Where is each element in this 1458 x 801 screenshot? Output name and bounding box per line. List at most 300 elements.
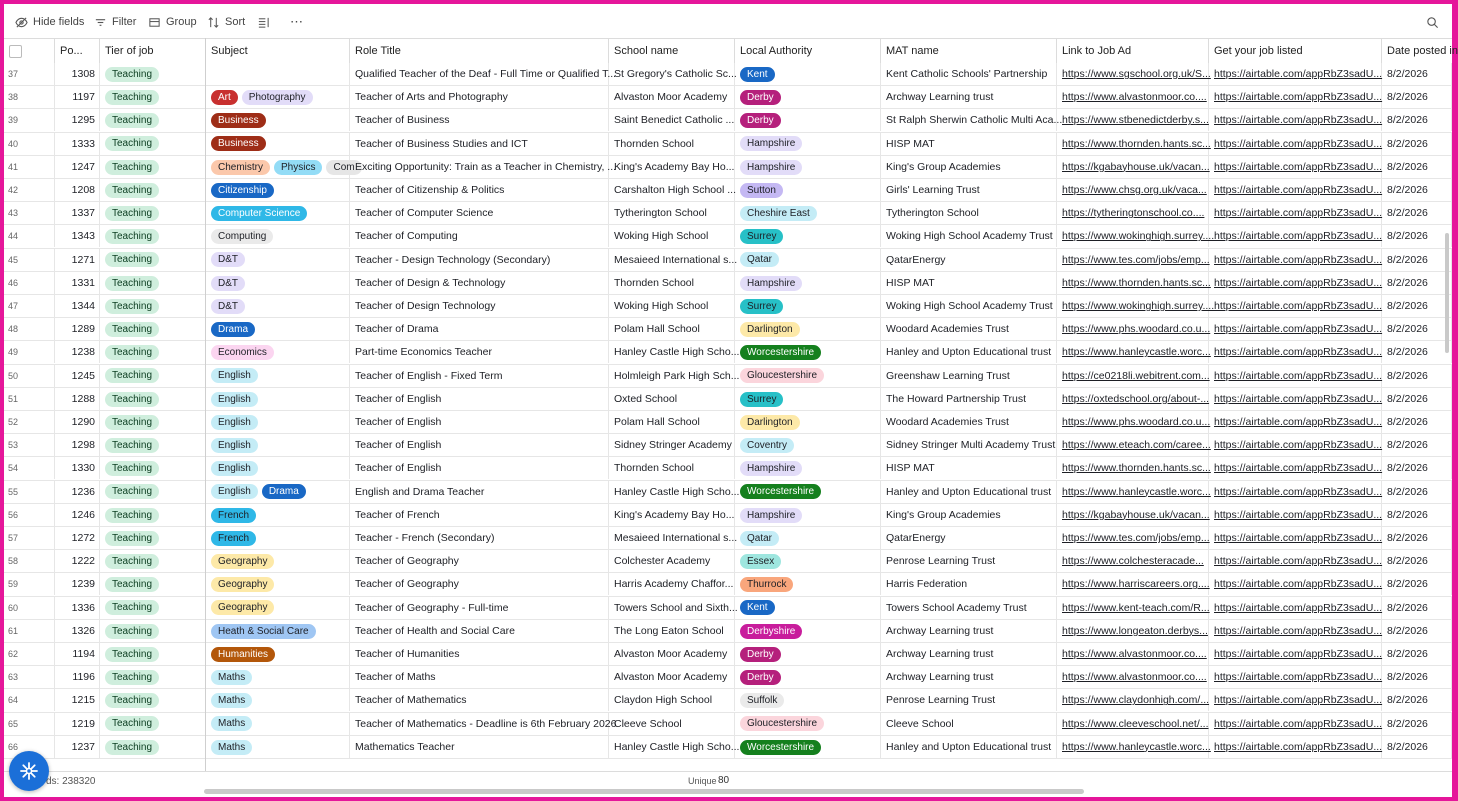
role-title-cell: Qualified Teacher of the Deaf - Full Time or Qualified T...: [350, 63, 609, 85]
local-authority-cell: [735, 620, 881, 642]
tag-chip: Business: [211, 136, 266, 151]
local-authority-cell: [735, 689, 881, 711]
job-ad-link-cell[interactable]: https://www.alvastonmoor.co....: [1057, 86, 1209, 108]
position-cell: 1290: [55, 411, 100, 433]
tier-cell: [100, 295, 206, 317]
job-listed-link-cell[interactable]: https://airtable.com/appRbZ3sadU...: [1209, 736, 1382, 758]
subject-cell: [206, 736, 350, 758]
local-authority-cell: [735, 713, 881, 735]
school-name-cell: Sidney Stringer Academy: [609, 434, 735, 456]
school-name-cell: Oxted School: [609, 388, 735, 410]
tag-chip: Cheshire East: [740, 206, 817, 221]
job-ad-link-cell[interactable]: https://www.harriscareers.org....: [1057, 573, 1209, 595]
row-number: 37: [4, 63, 55, 85]
snowflake-icon: [19, 761, 39, 781]
role-title-cell: Part-time Economics Teacher: [350, 341, 609, 363]
subject-cell: [206, 597, 350, 619]
job-listed-link-cell[interactable]: https://airtable.com/appRbZ3sadU...: [1209, 63, 1382, 85]
local-authority-cell: [735, 318, 881, 340]
header-date-posted[interactable]: Date posted in: [1387, 45, 1458, 57]
tag-chip: Computer Science: [211, 206, 307, 221]
tag-chip: Chemistry: [211, 160, 270, 175]
table-row[interactable]: [4, 109, 1452, 132]
job-ad-link-cell[interactable]: https://www.hanleycastle.worc...: [1057, 341, 1209, 363]
mat-name-cell: Woodard Academies Trust: [881, 411, 1057, 433]
local-authority-cell: [735, 388, 881, 410]
job-listed-link-cell[interactable]: https://airtable.com/appRbZ3sadU...: [1209, 620, 1382, 642]
row-number: 51: [4, 388, 55, 410]
local-authority-cell: [735, 573, 881, 595]
date-posted-cell: 8/2/2026: [1382, 249, 1452, 271]
mat-name-cell: Penrose Learning Trust: [881, 550, 1057, 572]
subject-cell: [206, 202, 350, 224]
tag-chip: Teaching: [105, 624, 159, 639]
local-authority-cell: [735, 156, 881, 178]
filter-icon: [94, 16, 107, 29]
job-listed-link-cell[interactable]: https://airtable.com/appRbZ3sadU...: [1209, 550, 1382, 572]
select-all-checkbox[interactable]: [9, 45, 22, 58]
job-listed-link-cell[interactable]: https://airtable.com/appRbZ3sadU...: [1209, 179, 1382, 201]
row-number: 58: [4, 550, 55, 572]
school-name-cell: Hanley Castle High Scho...: [609, 736, 735, 758]
date-posted-cell: 8/2/2026: [1382, 63, 1452, 85]
subject-cell: [206, 63, 350, 85]
row-number: 43: [4, 202, 55, 224]
tag-chip: Hampshire: [740, 461, 802, 476]
job-listed-link-cell[interactable]: https://airtable.com/appRbZ3sadU...: [1209, 457, 1382, 479]
table-row[interactable]: [4, 63, 1452, 86]
tag-chip: Teaching: [105, 136, 159, 151]
mat-name-cell: Cleeve School: [881, 713, 1057, 735]
tier-cell: [100, 318, 206, 340]
job-listed-link-cell[interactable]: https://airtable.com/appRbZ3sadU...: [1209, 225, 1382, 247]
job-ad-link-cell[interactable]: https://www.wokinghigh.surrey....: [1057, 225, 1209, 247]
job-listed-link-cell[interactable]: https://airtable.com/appRbZ3sadU...: [1209, 527, 1382, 549]
tag-chip: Teaching: [105, 461, 159, 476]
header-position[interactable]: Po...: [55, 39, 100, 63]
horizontal-scrollbar[interactable]: [204, 789, 1084, 794]
tier-cell: [100, 133, 206, 155]
role-title-cell: Teacher of Business: [350, 109, 609, 131]
frozen-column-divider: [205, 38, 206, 771]
tag-chip: Worcestershire: [740, 484, 821, 499]
vertical-scrollbar[interactable]: [1445, 233, 1449, 353]
role-title-cell: Teacher of Geography: [350, 573, 609, 595]
subject-cell: [206, 86, 350, 108]
position-cell: 1337: [55, 202, 100, 224]
school-name-cell: Alvaston Moor Academy: [609, 86, 735, 108]
school-name-cell: Carshalton High School ...: [609, 179, 735, 201]
tag-chip: Sutton: [740, 183, 783, 198]
job-ad-link-cell[interactable]: https://oxtedschool.org/about-...: [1057, 388, 1209, 410]
table-row[interactable]: [4, 341, 1452, 364]
tag-chip: Maths: [211, 716, 252, 731]
tag-chip: Teaching: [105, 183, 159, 198]
tier-cell: [100, 434, 206, 456]
mat-name-cell: Hanley and Upton Educational trust: [881, 481, 1057, 503]
row-number: 52: [4, 411, 55, 433]
tag-chip: Teaching: [105, 740, 159, 755]
subject-cell: [206, 666, 350, 688]
position-cell: 1272: [55, 527, 100, 549]
job-listed-link-cell[interactable]: https://airtable.com/appRbZ3sadU...: [1209, 272, 1382, 294]
job-ad-link-cell[interactable]: https://www.alvastonmoor.co....: [1057, 643, 1209, 665]
tag-chip: Derby: [740, 90, 781, 105]
group-icon: [148, 16, 161, 29]
table-row[interactable]: [4, 318, 1452, 341]
tier-cell: [100, 457, 206, 479]
table-row[interactable]: [4, 295, 1452, 318]
hide-fields-button[interactable]: [15, 14, 84, 30]
job-ad-link-cell[interactable]: https://www.thornden.hants.sc...: [1057, 133, 1209, 155]
job-ad-link-cell[interactable]: https://www.thornden.hants.sc...: [1057, 457, 1209, 479]
local-authority-cell: [735, 179, 881, 201]
airtable-app: [4, 4, 1458, 797]
mat-name-cell: Woking High School Academy Trust: [881, 225, 1057, 247]
row-number: 49: [4, 341, 55, 363]
date-posted-cell: 8/2/2026: [1382, 133, 1452, 155]
job-listed-link-cell[interactable]: https://airtable.com/appRbZ3sadU...: [1209, 597, 1382, 619]
sort-button[interactable]: [207, 14, 245, 30]
position-cell: 1196: [55, 666, 100, 688]
local-authority-cell: [735, 643, 881, 665]
date-posted-cell: 8/2/2026: [1382, 713, 1452, 735]
row-number: 56: [4, 504, 55, 526]
tier-cell: [100, 202, 206, 224]
subject-cell: [206, 434, 350, 456]
subject-cell: [206, 318, 350, 340]
job-listed-link-cell[interactable]: https://airtable.com/appRbZ3sadU...: [1209, 504, 1382, 526]
position-cell: 1344: [55, 295, 100, 317]
job-listed-link-cell[interactable]: https://airtable.com/appRbZ3sadU...: [1209, 573, 1382, 595]
school-name-cell: Tytherington School: [609, 202, 735, 224]
job-listed-link-cell[interactable]: https://airtable.com/appRbZ3sadU...: [1209, 202, 1382, 224]
local-authority-cell: [735, 736, 881, 758]
row-number: 41: [4, 156, 55, 178]
tag-chip: Humanities: [211, 647, 275, 662]
tag-chip: Teaching: [105, 670, 159, 685]
table-row[interactable]: [4, 179, 1452, 202]
table-row[interactable]: [4, 434, 1452, 457]
table-row[interactable]: [4, 481, 1452, 504]
school-name-cell: Towers School and Sixth...: [609, 597, 735, 619]
table-row[interactable]: [4, 666, 1452, 689]
date-posted-cell: 8/2/2026: [1382, 620, 1452, 642]
tag-chip: Teaching: [105, 508, 159, 523]
table-row[interactable]: [4, 689, 1452, 712]
subject-cell: [206, 365, 350, 387]
subject-cell: [206, 225, 350, 247]
tag-chip: Economics: [211, 345, 274, 360]
tier-cell: [100, 249, 206, 271]
job-listed-link-cell[interactable]: https://airtable.com/appRbZ3sadU...: [1209, 156, 1382, 178]
table-row[interactable]: [4, 527, 1452, 550]
school-name-cell: Polam Hall School: [609, 318, 735, 340]
job-ad-link-cell[interactable]: https://www.colchesteracade...: [1057, 550, 1209, 572]
position-cell: 1343: [55, 225, 100, 247]
tag-chip: Teaching: [105, 438, 159, 453]
date-posted-cell: 8/2/2026: [1382, 573, 1452, 595]
job-ad-link-cell[interactable]: https://kgabayhouse.uk/vacan...: [1057, 504, 1209, 526]
job-listed-link-cell[interactable]: https://airtable.com/appRbZ3sadU...: [1209, 86, 1382, 108]
tag-chip: English: [211, 438, 258, 453]
tier-cell: [100, 689, 206, 711]
job-listed-link-cell[interactable]: https://airtable.com/appRbZ3sadU...: [1209, 666, 1382, 688]
mat-name-cell: Archway Learning trust: [881, 666, 1057, 688]
mat-name-cell: Archway Learning trust: [881, 643, 1057, 665]
job-listed-link-cell[interactable]: https://airtable.com/appRbZ3sadU...: [1209, 388, 1382, 410]
subject-cell: [206, 457, 350, 479]
tag-chip: Darlington: [740, 415, 800, 430]
tag-chip: Teaching: [105, 716, 159, 731]
row-number: 59: [4, 573, 55, 595]
table-row[interactable]: [4, 272, 1452, 295]
tag-chip: Teaching: [105, 484, 159, 499]
more-options-button[interactable]: [290, 14, 303, 30]
school-name-cell: Alvaston Moor Academy: [609, 666, 735, 688]
table-row[interactable]: [4, 550, 1452, 573]
job-listed-link-cell[interactable]: https://airtable.com/appRbZ3sadU...: [1209, 434, 1382, 456]
table-row[interactable]: [4, 365, 1452, 388]
row-number: 62: [4, 643, 55, 665]
job-ad-link-cell[interactable]: https://www.cleeveschool.net/...: [1057, 713, 1209, 735]
header-tier-of-job[interactable]: Tier of job: [100, 39, 206, 63]
school-name-cell: Cleeve School: [609, 713, 735, 735]
table-row[interactable]: [4, 457, 1452, 480]
assistant-fab[interactable]: [9, 751, 49, 791]
table-row[interactable]: [4, 504, 1452, 527]
tag-chip: Maths: [211, 670, 252, 685]
date-posted-cell: 8/2/2026: [1382, 527, 1452, 549]
row-number: 50: [4, 365, 55, 387]
date-posted-cell: 8/2/2026: [1382, 666, 1452, 688]
table-row[interactable]: [4, 736, 1452, 759]
school-name-cell: Holmleigh Park High Sch...: [609, 365, 735, 387]
row-number: 63: [4, 666, 55, 688]
group-button[interactable]: [148, 14, 197, 30]
mat-name-cell: King's Group Academies: [881, 504, 1057, 526]
records-grid: [4, 38, 1458, 771]
table-row[interactable]: [4, 249, 1452, 272]
tag-chip: Teaching: [105, 90, 159, 105]
position-cell: 1330: [55, 457, 100, 479]
table-row[interactable]: [4, 411, 1452, 434]
tag-chip: Hampshire: [740, 508, 802, 523]
tag-chip: Qatar: [740, 531, 779, 546]
job-ad-link-cell[interactable]: https://www.hanleycastle.worc...: [1057, 481, 1209, 503]
school-name-cell: Mesaieed International s...: [609, 249, 735, 271]
position-cell: 1333: [55, 133, 100, 155]
table-row[interactable]: [4, 597, 1452, 620]
header-subject[interactable]: Subject: [206, 39, 350, 63]
job-ad-link-cell[interactable]: https://www.longeaton.derbys...: [1057, 620, 1209, 642]
tag-chip: Drama: [262, 484, 306, 499]
position-cell: 1238: [55, 341, 100, 363]
tag-chip: Coventry: [740, 438, 794, 453]
header-school-name[interactable]: School name: [609, 39, 735, 63]
local-authority-cell: [735, 504, 881, 526]
subject-cell: [206, 156, 355, 178]
job-ad-link-cell[interactable]: https://www.wokinghigh.surrey....: [1057, 295, 1209, 317]
job-ad-link-cell[interactable]: https://kgabayhouse.uk/vacan...: [1057, 156, 1209, 178]
table-row[interactable]: [4, 202, 1452, 225]
tier-cell: [100, 225, 206, 247]
job-listed-link-cell[interactable]: https://airtable.com/appRbZ3sadU...: [1209, 249, 1382, 271]
mat-name-cell: Sidney Stringer Multi Academy Trust: [881, 434, 1057, 456]
table-row[interactable]: [4, 643, 1452, 666]
header-role-title[interactable]: Role Title: [350, 39, 609, 63]
position-cell: 1197: [55, 86, 100, 108]
position-cell: 1222: [55, 550, 100, 572]
subject-cell: [206, 481, 350, 503]
role-title-cell: Teacher of Humanities: [350, 643, 609, 665]
local-authority-cell: [735, 527, 881, 549]
header-get-your-job-listed[interactable]: Get your job listed: [1209, 39, 1382, 63]
table-row[interactable]: [4, 620, 1452, 643]
job-ad-link-cell[interactable]: https://www.phs.woodard.co.u...: [1057, 411, 1209, 433]
job-ad-link-cell[interactable]: https://tytheringtonschool.co....: [1057, 202, 1209, 224]
job-listed-link-cell[interactable]: https://airtable.com/appRbZ3sadU...: [1209, 295, 1382, 317]
search-button[interactable]: [1426, 14, 1439, 30]
mat-name-cell: Woking High School Academy Trust: [881, 295, 1057, 317]
job-ad-link-cell[interactable]: https://www.claydonhigh.com/...: [1057, 689, 1209, 711]
job-ad-link-cell[interactable]: https://www.stbenedictderby.s...: [1057, 109, 1209, 131]
header-mat-name[interactable]: MAT name: [881, 39, 1057, 63]
date-posted-cell: 8/2/2026: [1382, 272, 1452, 294]
job-ad-link-cell[interactable]: https://www.tes.com/jobs/emp...: [1057, 249, 1209, 271]
row-number: 53: [4, 434, 55, 456]
position-cell: 1271: [55, 249, 100, 271]
tag-chip: Com: [326, 160, 361, 175]
role-title-cell: Teacher of English: [350, 388, 609, 410]
subject-cell: [206, 109, 350, 131]
job-ad-link-cell[interactable]: https://www.tes.com/jobs/emp...: [1057, 527, 1209, 549]
tag-chip: Teaching: [105, 67, 159, 82]
tag-chip: Derby: [740, 647, 781, 662]
tag-chip: Derbyshire: [740, 624, 802, 639]
job-ad-link-cell[interactable]: https://www.sgschool.org.uk/S...: [1057, 63, 1209, 85]
tier-cell: [100, 504, 206, 526]
table-row[interactable]: [4, 133, 1452, 156]
mat-name-cell: Penrose Learning Trust: [881, 689, 1057, 711]
header-local-authority[interactable]: Local Authority: [735, 39, 881, 63]
school-name-cell: Polam Hall School: [609, 411, 735, 433]
table-row[interactable]: [4, 713, 1452, 736]
job-listed-link-cell[interactable]: https://airtable.com/appRbZ3sadU...: [1209, 481, 1382, 503]
select-all-cell[interactable]: [4, 39, 55, 63]
job-listed-link-cell[interactable]: https://airtable.com/appRbZ3sadU...: [1209, 689, 1382, 711]
job-listed-link-cell[interactable]: https://airtable.com/appRbZ3sadU...: [1209, 318, 1382, 340]
position-cell: 1208: [55, 179, 100, 201]
local-authority-cell: [735, 434, 881, 456]
row-number: 42: [4, 179, 55, 201]
tag-chip: Derby: [740, 113, 781, 128]
row-number: 47: [4, 295, 55, 317]
row-number: 40: [4, 133, 55, 155]
school-name-cell: Hanley Castle High Scho...: [609, 341, 735, 363]
job-ad-link-cell[interactable]: https://www.hanleycastle.worc...: [1057, 736, 1209, 758]
subject-cell: [206, 341, 350, 363]
tag-chip: Hampshire: [740, 160, 802, 175]
tier-cell: [100, 620, 206, 642]
job-listed-link-cell[interactable]: https://airtable.com/appRbZ3sadU...: [1209, 411, 1382, 433]
tag-chip: Computing: [211, 229, 273, 244]
job-listed-link-cell[interactable]: https://airtable.com/appRbZ3sadU...: [1209, 341, 1382, 363]
table-row[interactable]: [4, 388, 1452, 411]
filter-button[interactable]: [94, 14, 136, 30]
mat-name-cell: Harris Federation: [881, 573, 1057, 595]
header-link-to-job-ad[interactable]: Link to Job Ad: [1057, 39, 1209, 63]
table-row[interactable]: [4, 86, 1452, 109]
position-cell: 1298: [55, 434, 100, 456]
tag-chip: Physics: [274, 160, 322, 175]
job-ad-link-cell[interactable]: https://ce0218li.webitrent.com...: [1057, 365, 1209, 387]
local-authority-cell: [735, 109, 881, 131]
table-row[interactable]: [4, 225, 1452, 248]
mat-name-cell: Towers School Academy Trust: [881, 597, 1057, 619]
job-ad-link-cell[interactable]: https://www.kent-teach.com/R...: [1057, 597, 1209, 619]
date-posted-cell: 8/2/2026: [1382, 365, 1452, 387]
school-name-cell: Claydon High School: [609, 689, 735, 711]
job-ad-link-cell[interactable]: https://www.thornden.hants.sc...: [1057, 272, 1209, 294]
job-ad-link-cell[interactable]: https://www.alvastonmoor.co....: [1057, 666, 1209, 688]
row-height-button[interactable]: [257, 14, 270, 30]
position-cell: 1237: [55, 736, 100, 758]
subject-cell: [206, 713, 350, 735]
subject-cell: [206, 411, 350, 433]
mat-name-cell: Hanley and Upton Educational trust: [881, 341, 1057, 363]
role-title-cell: Teacher - French (Secondary): [350, 527, 609, 549]
job-listed-link-cell[interactable]: https://airtable.com/appRbZ3sadU...: [1209, 365, 1382, 387]
local-authority-cell: [735, 666, 881, 688]
date-posted-cell: 8/2/2026: [1382, 225, 1452, 247]
school-name-cell: Mesaieed International s...: [609, 527, 735, 549]
position-cell: 1295: [55, 109, 100, 131]
job-listed-link-cell[interactable]: https://airtable.com/appRbZ3sadU...: [1209, 109, 1382, 131]
tag-chip: Hampshire: [740, 136, 802, 151]
subject-cell: [206, 550, 350, 572]
row-number: 38: [4, 86, 55, 108]
position-cell: 1215: [55, 689, 100, 711]
job-ad-link-cell[interactable]: https://www.phs.woodard.co.u...: [1057, 318, 1209, 340]
tag-chip: Darlington: [740, 322, 800, 337]
table-row[interactable]: [4, 156, 1452, 179]
position-cell: 1219: [55, 713, 100, 735]
local-authority-cell: [735, 411, 881, 433]
row-number: 46: [4, 272, 55, 294]
position-cell: 1288: [55, 388, 100, 410]
mat-name-cell: Kent Catholic Schools' Partnership: [881, 63, 1057, 85]
local-authority-cell: [735, 202, 881, 224]
date-posted-cell: 8/2/2026: [1382, 295, 1452, 317]
school-name-cell: King's Academy Bay Ho...: [609, 156, 735, 178]
tier-cell: [100, 179, 206, 201]
date-posted-cell: 8/2/2026: [1382, 388, 1452, 410]
job-listed-link-cell[interactable]: https://airtable.com/appRbZ3sadU...: [1209, 643, 1382, 665]
tag-chip: Maths: [211, 693, 252, 708]
table-row[interactable]: [4, 573, 1452, 596]
job-listed-link-cell[interactable]: https://airtable.com/appRbZ3sadU...: [1209, 713, 1382, 735]
mat-name-cell: Archway Learning trust: [881, 620, 1057, 642]
job-ad-link-cell[interactable]: https://www.eteach.com/caree...: [1057, 434, 1209, 456]
tag-chip: Geography: [211, 577, 274, 592]
job-ad-link-cell[interactable]: https://www.chsg.org.uk/vaca...: [1057, 179, 1209, 201]
role-title-cell: Teacher of Citizenship & Politics: [350, 179, 609, 201]
subject-cell: [206, 179, 350, 201]
date-posted-cell: 8/2/2026: [1382, 689, 1452, 711]
mat-name-cell: QatarEnergy: [881, 527, 1057, 549]
job-listed-link-cell[interactable]: https://airtable.com/appRbZ3sadU...: [1209, 133, 1382, 155]
